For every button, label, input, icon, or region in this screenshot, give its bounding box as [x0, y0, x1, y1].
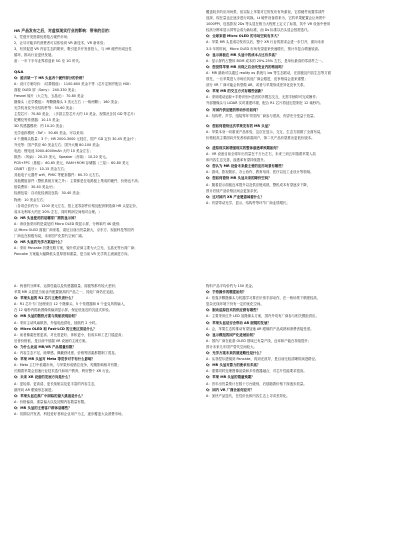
- text-line: 循环，推动行业更快发展。: [14, 52, 55, 57]
- text-line: 面板 OLED 屏（Sony）：240-330 美金；: [14, 87, 78, 92]
- text-line: A：R1 芯片专门处理来自 12 个摄像头、5 个传感器和 6 个麦克风的输入，: [14, 302, 128, 307]
- text-line: A：价格偏高、重量偏大以及初期内容数量有限。: [14, 399, 88, 404]
- question-line: Q：苹果头显在推广中面临的最大挑战是什么？: [14, 393, 85, 398]
- text-line: 3D 传感器模块：约 10-20 美金；: [14, 124, 66, 129]
- text-line: A：设计方案均价：（结算数值）：1100-600 美金不等（芯片定制并配合 HDI）: [14, 81, 133, 86]
- text-line: 厂商也在积极布局，未来国产化替代空间广阔。: [14, 234, 86, 239]
- text-line: A：VR 设备目前全球年出货量在千万台左右，未来三到五年随着苹果入局: [206, 152, 316, 157]
- text-line: 物流：10 美金左右；: [14, 197, 47, 202]
- text-line: A：Meta 主打中低端市场，与苹果形成错位竞争，短期影响相对有限；: [14, 363, 121, 368]
- question-line: Q：虚拟现实和增强现实的整体渗透率预期如何？: [206, 145, 281, 150]
- text-line: 光学机身及外壳结构件等：50-60 美金；: [14, 106, 76, 111]
- text-line: 其他模组部件（整机系统方案之外）：主要都是在电路板上集成的硬件，价格也不高；: [14, 179, 142, 184]
- text-line: 摄像头（光学模组）：每颗摄像头 3 美元左右（一般两颗）；160 美金；: [14, 100, 121, 105]
- question-line: Q：对国内供应链的带动作用如何？: [206, 107, 260, 112]
- text-line: 1000PPI，包括影视 2Ds 等头显在相当大程度上定义了标准，其中 VR 设备中使用: [206, 22, 331, 27]
- text-line: 最终向 AR 眼镜形态演进。: [14, 387, 55, 392]
- text-line: A：采用眼动追踪+手势识别+语音的多模态交互，无需手柄即可完成操作；: [206, 95, 320, 100]
- text-line: 长期看苹果会加速行业技术迭代和用户教育，利好整个 XR 行业。: [14, 369, 113, 374]
- text-line: A：首年出货量预计在数十万台级别，后续随着价格下探逐步放量。: [206, 381, 307, 386]
- text-line: 领先，一旦苹果进入市场后其他厂商会跟进，竞争格局会迎来重塑；: [206, 77, 308, 82]
- question-line: Q：能否谈一下 HR 头显各个硬件部分的价格？: [14, 75, 86, 80]
- question-line: Q：全球来看 Micro OLED 的市场空间有多大？: [206, 34, 281, 39]
- text-line: A：有望带动光学、显示、结构件等环节厂商业绩增长。: [206, 200, 290, 205]
- question-line: Q：手势操作的精度如何？: [206, 290, 247, 295]
- text-line: A：主要采用红外 LED 加摄像头方案，国内外均有厂商参与相关模组供应。: [206, 314, 319, 319]
- text-line: 其他电子元器件 wifi，PMIC 等配套器件：60-70 元左右。: [14, 173, 103, 178]
- text-line: 陀螺仪等传感器：10-15 美金；: [14, 118, 63, 123]
- text-line: 覆盖较多的应用场景，但实际上苹果对它的发布有所重视，它将硬件前置零部件: [206, 10, 325, 14]
- text-line: A：从菲涅尔透镜到 Pancake，再到光波导，是目前比较清晰的演进路径。: [206, 357, 319, 362]
- question-line: Q：苹果 MR 的交互方式有哪些创新？: [206, 89, 265, 94]
- text-line: 检测包装：自动化检测及包装：30-40 美金；: [14, 191, 83, 196]
- question-line: Q：苹果头显的 R1 芯片主要负责什么？: [14, 296, 76, 301]
- text-line: A：需要同时处理图像渲染和多传感器融合，对芯片性能要求很高。: [206, 369, 307, 374]
- question-line: Q：苹果 MR 头显的销量预期？: [206, 375, 255, 380]
- text-line: A：该设备采用的是索尼的 Micro OLED 微显示屏，分辨率约 4K 级别；: [14, 221, 123, 226]
- question-line: Q：显示面板在 MR 头显中的成本占比有多高？: [206, 52, 279, 57]
- question-line: Q：为什么此前 MR/VR 产品销量有限？: [14, 344, 76, 349]
- question-line: Q：这对国内 XR 产业链意味着什么？: [206, 194, 264, 199]
- text-line: 组装费用：30-40 美金/台；: [14, 185, 57, 190]
- question-line: Q：眼动追踪技术的供应商有哪些？: [206, 308, 260, 313]
- text-line: A：随着显示面板良率提升以及供应链成熟，整机成本有望逐步下降，: [206, 182, 311, 187]
- text-line: 2、让尽可能多的消费者可以体验到 VR 新技术，VR 新体验；: [14, 40, 107, 45]
- text-line: （各项总价约为：1200 美元左右，按上述零部件价格及配套制造商 HR 头显定价，: [14, 203, 140, 208]
- text-line: CB/BT（蓝牙）：10-15 美金左右；: [14, 167, 68, 172]
- text-line: A：初期以开发者、科技爱好者和企业用户为主，逐步覆盖大众消费市场。: [14, 411, 125, 416]
- question-line: Q：您认为 MR 设备未来最主要的应用场景有哪些？: [206, 164, 286, 169]
- question-line: Q：您如何看待 MR 头显未来的降价空间？: [206, 176, 272, 181]
- text-column-top-right: [206, 10, 384, 207]
- text-line: 成本毛利率大约在 20% 左右，同时利润空间相对合理。）: [14, 209, 102, 214]
- text-line: 预计后续产品价格区间会更加亲民。: [206, 188, 261, 193]
- question-line: Q：未来 XR 设备的发展方向是什么？: [14, 375, 72, 380]
- text-line: PCB+FPC（基板）：60-65 美元，RAM+ROM 存储器（三星）：60-80 美元: [14, 160, 129, 165]
- text-line: 物料产品平均价约为 150 美金。: [206, 284, 256, 288]
- text-line: 3-5 年的时间，Micro OLED 市场有望迎来快速增长，预计年复合增速较高。: [206, 46, 322, 51]
- text-line: A：内容生态不足、眩晕感、佩戴舒适度、价格等因素都限制了普及。: [14, 351, 119, 356]
- heading-line: HR 产品发布之后，对虚拟现实行业的影响：带来的目的：: [14, 28, 113, 33]
- question-line: Q：HR 头显使用的是哪家厂商的显示屏？: [14, 215, 78, 220]
- text-column-top-left: [14, 28, 192, 258]
- text-line: 电池：锂电池 3000-4000mAh 大约 10 美金左右；: [14, 148, 93, 153]
- question-line: Q：您觉得苹果 MR 出现之后会改变业内的格局吗？: [206, 64, 286, 69]
- question-line: Q：MR 头显的主要客户群体是哪些？: [14, 405, 72, 410]
- text-line: A：会，苹果生态的推动有望加速 AR 眼镜的产品成熟和消费者接受度。: [206, 326, 314, 331]
- text-line: A：采用 Pancake 折叠光路方案，镜片供应商主要为大立光、玉晶光等台湾厂商；: [14, 246, 138, 251]
- heading-line: Q&A: [14, 69, 24, 75]
- text-line: 价格较高主要面向开发者和高端用户，第二代产品有望推出更低价版本。: [206, 135, 315, 140]
- text-line: 苹果 MR 头显是当前业内配置最高的产品之一，其他厂商仍在追赶。: [14, 290, 117, 295]
- text-line: 选择、现在量也正逐步进行切换，Lt 硬件设备将来为，它的苹果配置会让场景中: [206, 16, 326, 21]
- text-line: A：MR 最新可以通过 reality os 系统与 Ios 等生态联动，在面板及内容生态等方面: [206, 70, 331, 75]
- text-line: Pancake 方案能大幅降低头显厚度和重量，是当前 VR 光学的主流演进方向。: [14, 252, 131, 257]
- text-line: A：游戏、影视娱乐、办公协作、教育培训、医疗以及工业设计等领域。: [206, 170, 314, 175]
- text-line: Fresnel 镜片（大立光、玉晶光）：70-80 美金: [14, 93, 84, 98]
- question-line: Q：光学方案未来的演进路径是什么？: [206, 351, 264, 356]
- text-line: 较高分辨率显示屏等会成为新标准，而 Ds 标准以后头显会按需迭代。: [206, 28, 311, 33]
- text-line: 主控芯片：70-80 美金，（多款主控芯片大约 10 美金，视情况含其 GD 等芯片）: [14, 112, 138, 117]
- text-line: 散热：（风扇）：20-25 美元，Speaker（音频）：10-20 美元。: [14, 154, 109, 159]
- text-line: 后者价格低，是目前中低端 VR 设备的主流方案。: [14, 338, 89, 343]
- text-line: A：依靠多颗摄像头与机器学习算法识别手部动作，在一般场景下精度较高，: [206, 296, 321, 301]
- text-line: A：两者的分辨率、运算性能以及传感器数量、面板等都有较大差别；: [14, 284, 119, 288]
- question-line: Q：您如何看待这次苹果发布的 MR 头显？: [206, 123, 272, 128]
- text-line: 在 12 毫秒内将新图像传输到显示屏，保证低延迟的沉浸式体验。: [14, 308, 113, 313]
- text-line: 复杂光线环境下仍有一定的优化空间。: [206, 302, 264, 307]
- text-line: A：更轻薄、更高清、更长续航以及更丰富的内容生态，: [14, 381, 98, 386]
- text-line: A：加快产品迭代，在性价比和内容生态上寻求差异化。: [206, 393, 290, 398]
- text-line: 3、有效促进 VR 内容生态的繁荣，吸引更多开发者投入，与 HR 硬件形成良性: [14, 46, 132, 51]
- text-line: 外部摄像头与 LiDAR 实时重建环境，配合 R1 芯片将延迟控制在 12 毫秒内。: [206, 101, 323, 106]
- text-line: 备：一年下半年业界将迎来 5G 至 1G 时代。: [14, 58, 83, 63]
- text-line: 1、凭借开发资源优势抢占硬件市场；: [14, 34, 71, 39]
- text-line: A：苹果 MR 头显成功发布以后，整个 XR 行业的需求会进一步打开，面向未来: [206, 40, 325, 45]
- question-line: Q：苹果 MR 头显对 Meta 等竞争对手有什么影响？: [14, 357, 95, 362]
- text-line: A：苹果本身一向重视产品体验，这次在显示、交互、生态方面做了全面布局，: [206, 129, 324, 134]
- question-line: Q：苹果头显是否会带动 AR 眼镜的发展？: [206, 320, 271, 325]
- text-line: 4 个摄像头数量：3 个；HR 2000-3000 元档位，国产 GD 定价 30-45 美金/个；: [14, 136, 138, 141]
- text-line: A：国内厂商在硅基 OLED 领域已有量产线，良率和产能在持续提升；: [206, 338, 312, 343]
- question-line: Q：MR 头显的散热方案与续航表现如何？: [14, 314, 79, 319]
- question-line: Q：显示模组的国产化进展如何？: [206, 332, 257, 337]
- text-line: 部分 VR 厂商可能会转型做 AR，或者与苹果形成差异化竞争关系。: [206, 83, 307, 88]
- text-line: A：结构件、声学、组装等环节国内厂商参与度高，有望充分受益于放量。: [206, 113, 317, 118]
- text-line: A：采用主动风扇散热，外接电池供电，续航约 2 小时。: [14, 320, 99, 325]
- question-line: Q：MR 头显对算力的要求有多高？: [206, 363, 261, 368]
- question-line: Q：Micro OLED 和 Fast-LCD 的主要区别是什么？: [14, 326, 97, 331]
- text-line: A：前者像素密度更高、对比度更好、体积更小，但成本和工艺门槛更高；: [14, 332, 125, 337]
- text-column-bottom-left: [14, 284, 192, 418]
- text-line: 外壳等：国产供应 60 美金左右；国外大概 80-100 美金；: [14, 142, 103, 147]
- text-line: 从 Micro OLED 面板厂商来看，索尼目前出货量最大，京东方、视涯科技等国内: [14, 228, 134, 232]
- question-line: Q：国内 VR 厂商会如何应对？: [206, 387, 254, 392]
- text-line: A：显示屏约占整体 BOM 成本的 20%-25% 左右，是单价最高的零部件之一。: [206, 58, 325, 63]
- text-line: 和内容生态完善，渗透率有望持续提升。: [206, 158, 268, 163]
- text-line: 预计未来几年国产替代空间较大。: [206, 344, 257, 349]
- text-line: 光学追踪模块（ToF）：50-60 美金，可以来用；: [14, 130, 87, 135]
- text-column-bottom-right: [206, 284, 384, 400]
- question-line: Q：HR 头显的光学方案是什么？: [14, 240, 65, 245]
